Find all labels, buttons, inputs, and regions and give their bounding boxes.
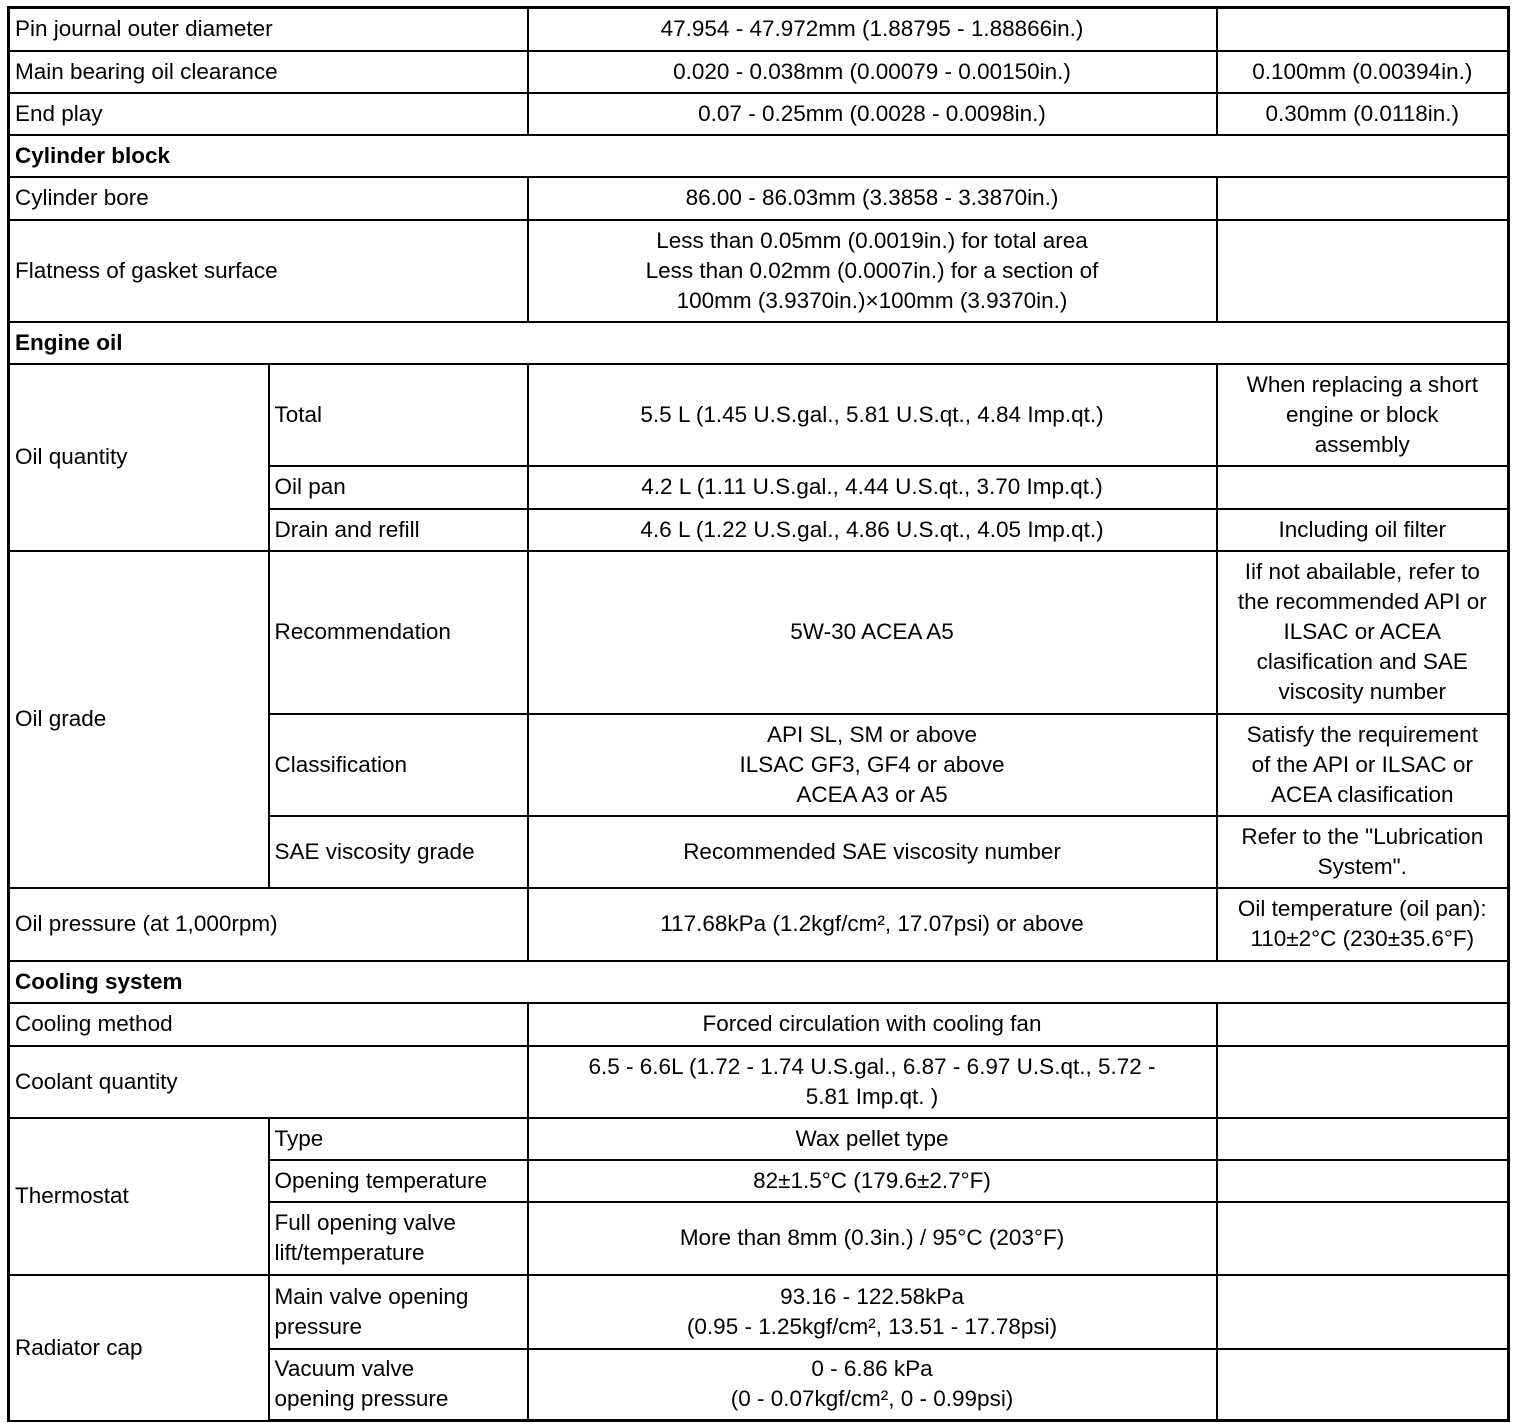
engine-spec-table: [7, 6, 1510, 1422]
sub-label-type: Type: [269, 1118, 528, 1160]
row-label-end-play: End play: [9, 93, 528, 135]
table-row: [9, 1118, 1509, 1160]
sub-label-classification: Classification: [269, 714, 528, 816]
sub-label-oil-pan: Oil pan: [269, 466, 528, 509]
spec-end-play: 0.07 - 0.25mm (0.0028 - 0.0098in.): [528, 93, 1217, 135]
row-label-oil-quantity: Oil quantity: [9, 364, 269, 551]
table-row: [9, 551, 1509, 714]
spec-recommendation: 5W-30 ACEA A5: [528, 551, 1217, 714]
limit-cooling-method: [1217, 1003, 1509, 1046]
spec-flatness: Less than 0.05mm (0.0019in.) for total area Less than 0.02mm (0.0007in.) for a section of 100mm (3.9370in.)×100mm (3.9370in.): [528, 220, 1217, 322]
limit-vacuum-valve: [1217, 1349, 1509, 1421]
limit-main-bearing: 0.100mm (0.00394in.): [1217, 51, 1509, 93]
limit-coolant-quantity: [1217, 1046, 1509, 1118]
spec-cooling-method: Forced circulation with cooling fan: [528, 1003, 1217, 1046]
row-label-main-bearing: Main bearing oil clearance: [9, 51, 528, 93]
table-row: [9, 1046, 1509, 1118]
row-label-cooling-method: Cooling method: [9, 1003, 528, 1046]
section-header-cylinder-block: Cylinder block: [9, 135, 1509, 177]
limit-thermostat-type: [1217, 1118, 1509, 1160]
table-row: [9, 888, 1509, 961]
spec-sae: Recommended SAE viscosity number: [528, 816, 1217, 888]
spec-opening-temperature: 82±1.5°C (179.6±2.7°F): [528, 1160, 1217, 1202]
spec-full-opening: More than 8mm (0.3in.) / 95°C (203°F): [528, 1202, 1217, 1275]
row-label-pin-journal: Pin journal outer diameter: [9, 8, 528, 51]
section-header-engine-oil: Engine oil: [9, 322, 1509, 364]
sub-label-full-opening: Full opening valve lift/temperature: [269, 1202, 528, 1275]
limit-cylinder-bore: [1217, 177, 1509, 220]
row-label-cylinder-bore: Cylinder bore: [9, 177, 528, 220]
limit-flatness: [1217, 220, 1509, 322]
table-row: [9, 8, 1509, 51]
spec-drain-refill: 4.6 L (1.22 U.S.gal., 4.86 U.S.qt., 4.05 Imp.qt.): [528, 509, 1217, 551]
limit-sae: Refer to the "Lubrication System".: [1217, 816, 1509, 888]
limit-drain-refill: Including oil filter: [1217, 509, 1509, 551]
limit-oil-total: When replacing a short engine or block assembly: [1217, 364, 1509, 466]
sub-label-sae: SAE viscosity grade: [269, 816, 528, 888]
limit-main-valve: [1217, 1275, 1509, 1349]
section-header-row: [9, 135, 1509, 177]
row-label-flatness: Flatness of gasket surface: [9, 220, 528, 322]
limit-oil-pressure: Oil temperature (oil pan): 110±2°C (230±35.6°F): [1217, 888, 1509, 961]
row-label-radiator-cap: Radiator cap: [9, 1275, 269, 1421]
row-label-oil-grade: Oil grade: [9, 551, 269, 888]
spec-main-valve: 93.16 - 122.58kPa (0.95 - 1.25kgf/cm², 13.51 - 17.78psi): [528, 1275, 1217, 1349]
spec-coolant-quantity: 6.5 - 6.6L (1.72 - 1.74 U.S.gal., 6.87 - 6.97 U.S.qt., 5.72 - 5.81 Imp.qt. ): [528, 1046, 1217, 1118]
spec-main-bearing: 0.020 - 0.038mm (0.00079 - 0.00150in.): [528, 51, 1217, 93]
spec-oil-total: 5.5 L (1.45 U.S.gal., 5.81 U.S.qt., 4.84 Imp.qt.): [528, 364, 1217, 466]
spec-cylinder-bore: 86.00 - 86.03mm (3.3858 - 3.3870in.): [528, 177, 1217, 220]
spec-oil-pressure: 117.68kPa (1.2kgf/cm², 17.07psi) or above: [528, 888, 1217, 961]
table-row: [9, 93, 1509, 135]
spec-oil-pan: 4.2 L (1.11 U.S.gal., 4.44 U.S.qt., 3.70 Imp.qt.): [528, 466, 1217, 509]
spec-classification: API SL, SM or above ILSAC GF3, GF4 or above ACEA A3 or A5: [528, 714, 1217, 816]
sub-label-recommendation: Recommendation: [269, 551, 528, 714]
limit-pin-journal: [1217, 8, 1509, 51]
limit-opening-temperature: [1217, 1160, 1509, 1202]
sub-label-opening-temperature: Opening temperature: [269, 1160, 528, 1202]
sub-label-drain-refill: Drain and refill: [269, 509, 528, 551]
row-label-thermostat: Thermostat: [9, 1118, 269, 1275]
table-row: [9, 364, 1509, 466]
spec-vacuum-valve: 0 - 6.86 kPa (0 - 0.07kgf/cm², 0 - 0.99psi): [528, 1349, 1217, 1421]
limit-full-opening: [1217, 1202, 1509, 1275]
sub-label-main-valve: Main valve opening pressure: [269, 1275, 528, 1349]
table-row: [9, 220, 1509, 322]
sub-label-total: Total: [269, 364, 528, 466]
limit-classification: Satisfy the requirement of the API or ILSAC or ACEA clasification: [1217, 714, 1509, 816]
table-row: [9, 51, 1509, 93]
row-label-coolant-quantity: Coolant quantity: [9, 1046, 528, 1118]
limit-recommendation: Iif not abailable, refer to the recommended API or ILSAC or ACEA clasification and SAE viscosity number: [1217, 551, 1509, 714]
spec-thermostat-type: Wax pellet type: [528, 1118, 1217, 1160]
row-label-oil-pressure: Oil pressure (at 1,000rpm): [9, 888, 528, 961]
table-row: [9, 1003, 1509, 1046]
sub-label-vacuum-valve: Vacuum valve opening pressure: [269, 1349, 528, 1421]
limit-end-play: 0.30mm (0.0118in.): [1217, 93, 1509, 135]
section-header-cooling-system: Cooling system: [9, 961, 1509, 1003]
table-row: [9, 1275, 1509, 1349]
section-header-row: [9, 322, 1509, 364]
spec-pin-journal: 47.954 - 47.972mm (1.88795 - 1.88866in.): [528, 8, 1217, 51]
table-row: [9, 177, 1509, 220]
limit-oil-pan: [1217, 466, 1509, 509]
section-header-row: [9, 961, 1509, 1003]
